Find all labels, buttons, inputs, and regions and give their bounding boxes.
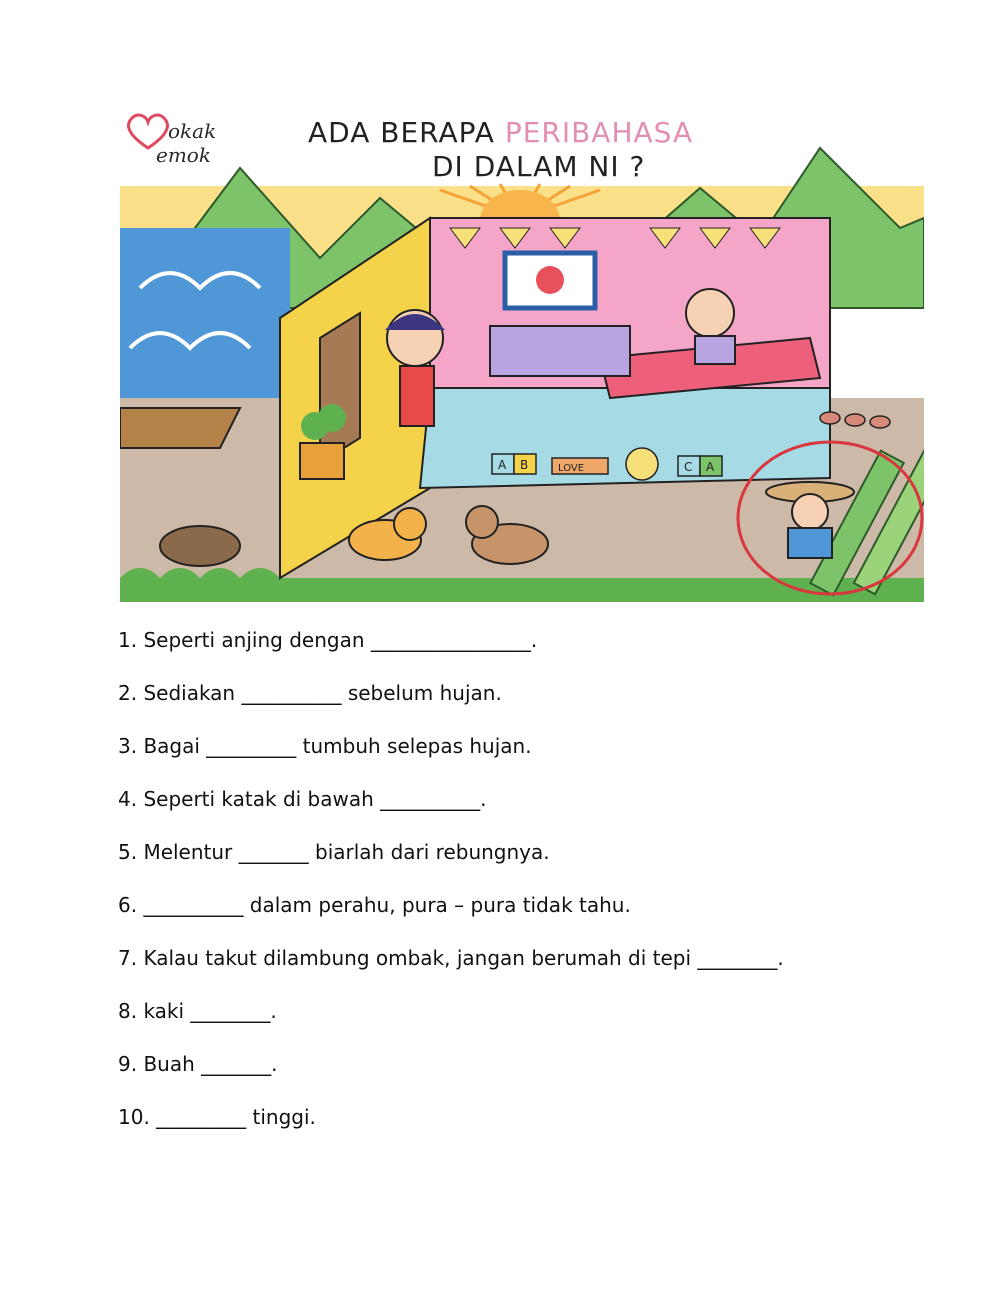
apple-icon	[536, 266, 564, 294]
question-3: 3. Bagai _________ tumbuh selepas hujan.	[118, 734, 532, 758]
cabinet	[490, 326, 630, 376]
sea	[120, 228, 290, 408]
question-2: 2. Sediakan __________ sebelum hujan.	[118, 681, 502, 705]
question-list	[118, 622, 938, 1152]
title-line-1	[308, 116, 693, 149]
title-highlight: PERIBAHASA	[504, 116, 694, 149]
question-5: 5. Melentur _______ biarlah dari rebungnya.	[118, 840, 550, 864]
box-a-label: A	[498, 458, 507, 472]
question-9: 9. Buah _______.	[118, 1052, 278, 1076]
logo-line-1: okak	[168, 119, 217, 143]
question-4: 4. Seperti katak di bawah __________.	[118, 787, 487, 811]
door	[320, 313, 360, 463]
worksheet-illustration	[120, 108, 924, 602]
question-8: 8. kaki ________.	[118, 999, 277, 1023]
beach-ball	[626, 448, 658, 480]
box-d-label: A	[706, 460, 715, 474]
title-part-1: ADA BERAPA	[308, 116, 505, 149]
box-c-label: C	[684, 460, 693, 474]
boat	[120, 408, 240, 448]
logo-line-2: emok	[156, 143, 211, 167]
question-10: 10. _________ tinggi.	[118, 1105, 316, 1129]
scene-svg	[120, 108, 924, 602]
box-b-label: B	[520, 458, 529, 472]
title-line-2: DI DALAM NI ?	[432, 150, 646, 183]
question-1: 1. Seperti anjing dengan ________________.	[118, 628, 538, 652]
box-love-label: LOVE	[558, 463, 585, 474]
question-7: 7. Kalau takut dilambung ombak, jangan berumah di tepi ________.	[118, 946, 784, 970]
question-6: 6. __________ dalam perahu, pura – pura tidak tahu.	[118, 893, 631, 917]
turtle-shell	[160, 526, 240, 566]
room-floor	[420, 388, 830, 488]
